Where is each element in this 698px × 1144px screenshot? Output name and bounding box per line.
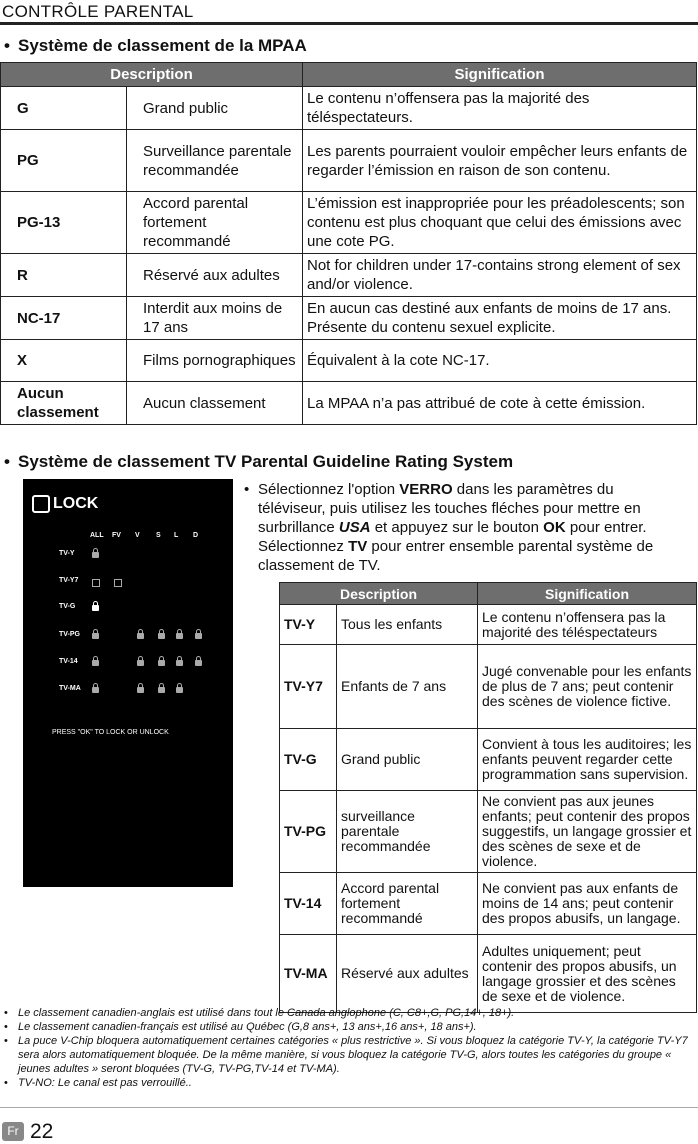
tv-rating-description: Tous les enfants	[337, 605, 478, 645]
lock-icon	[32, 495, 50, 513]
tv-rating-code: TV-14	[280, 873, 337, 935]
mpaa-heading: • Système de classement de la MPAA	[4, 36, 307, 55]
rating-description: Réservé aux adultes	[127, 254, 303, 297]
rating-code: PG	[1, 130, 127, 192]
mpaa-col-signification: Signification	[303, 63, 697, 87]
rating-code: X	[1, 340, 127, 382]
notes-list	[4, 1006, 694, 1090]
tv-row	[280, 791, 697, 873]
rating-code: PG-13	[1, 192, 127, 254]
rating-meaning: Le contenu n’offensera pas la majorité des téléspectateurs.	[303, 87, 697, 130]
mpaa-row	[1, 254, 697, 297]
rating-meaning: Équivalent à la cote NC-17.	[303, 340, 697, 382]
padlock-icon[interactable]	[176, 687, 183, 693]
rating-description: Films pornographiques	[127, 340, 303, 382]
mpaa-row	[1, 382, 697, 425]
padlock-icon[interactable]	[137, 633, 144, 639]
tv-rating-code: TV-G	[280, 729, 337, 791]
rating-meaning: En aucun cas destiné aux enfants de moins de 17 ans. Présente du contenu sexuel explicite.	[303, 297, 697, 340]
padlock-icon[interactable]	[176, 633, 183, 639]
tv-rating-code: TV-Y7	[280, 645, 337, 729]
unlock-box-icon[interactable]	[114, 579, 122, 587]
note-item: • TV-NO: Le canal est pas verrouillé..	[4, 1077, 192, 1089]
tv-rating-meaning: Le contenu n’offensera pas la majorité des téléspectateurs	[478, 605, 697, 645]
tv-col-signification: Signification	[478, 583, 697, 605]
lock-row-label: TV-G	[59, 603, 76, 610]
rating-code: Aucun classement	[1, 382, 127, 425]
mpaa-row	[1, 192, 697, 254]
padlock-icon[interactable]	[195, 633, 202, 639]
padlock-icon[interactable]	[158, 660, 165, 666]
lock-row-label: TV-MA	[59, 685, 81, 692]
padlock-icon[interactable]	[176, 660, 183, 666]
mpaa-row	[1, 130, 697, 192]
padlock-icon[interactable]	[137, 660, 144, 666]
tv-row	[280, 873, 697, 935]
tv-rating-description: Grand public	[337, 729, 478, 791]
padlock-icon[interactable]	[92, 660, 99, 666]
mpaa-row	[1, 297, 697, 340]
lock-column-header: S	[156, 532, 161, 539]
tv-rating-table	[279, 582, 697, 1013]
tv-col-description: Description	[280, 583, 478, 605]
lock-row-label: TV-14	[59, 658, 78, 665]
rating-description: Accord parental fortement recommandé	[127, 192, 303, 254]
tv-rating-code: TV-MA	[280, 935, 337, 1013]
lock-row-label: TV-Y7	[59, 577, 79, 584]
rating-description: Interdit aux moins de 17 ans	[127, 297, 303, 340]
mpaa-col-description: Description	[1, 63, 303, 87]
press-ok-hint: PRESS "OK" TO LOCK OR UNLOCK	[52, 729, 169, 736]
tv-rating-description: Enfants de 7 ans	[337, 645, 478, 729]
rating-meaning: L’émission est inappropriée pour les préadolescents; son contenu est plus choquant que celui des émissions avec une cote PG.	[303, 192, 697, 254]
instruction-paragraph: • Sélectionnez l'option VERRO dans les paramètres du téléviseur, puis utilisez les touches fléches pour mettre en surbrillance USA et appuyez sur le bouton OK pour entrer. Sélectionnez TV pour entrer ensemble parental système de classement de TV.	[244, 481, 654, 574]
lock-row-label: TV-PG	[59, 631, 81, 638]
note-item: • Le classement canadien-français est utilisé au Québec (G,8 ans+, 13 ans+,16 ans+, 18 ans+).	[4, 1021, 477, 1033]
page-title: CONTRÔLE PARENTAL	[2, 2, 194, 21]
rating-description: Aucun classement	[127, 382, 303, 425]
rating-description: Grand public	[127, 87, 303, 130]
mpaa-row	[1, 87, 697, 130]
tv-row	[280, 605, 697, 645]
lock-column-header: FV	[112, 532, 121, 539]
rating-code: R	[1, 254, 127, 297]
rating-meaning: La MPAA n’a pas attribué de cote à cette émission.	[303, 382, 697, 425]
rating-code: NC-17	[1, 297, 127, 340]
padlock-icon[interactable]	[92, 605, 99, 611]
tv-rating-meaning: Adultes uniquement; peut contenir des propos abusifs, un langage grossier et des scènes de sexe et de violence.	[478, 935, 697, 1013]
padlock-icon[interactable]	[92, 633, 99, 639]
tv-rating-description: surveillance parentale recommandée	[337, 791, 478, 873]
tv-rating-description: Réservé aux adultes	[337, 935, 478, 1013]
lock-column-header: V	[135, 532, 140, 539]
padlock-icon[interactable]	[158, 687, 165, 693]
footer-divider	[0, 1107, 698, 1108]
rating-meaning: Les parents pourraient vouloir empêcher leurs enfants de regarder l’émission en raison de son contenu.	[303, 130, 697, 192]
padlock-icon[interactable]	[137, 687, 144, 693]
tv-heading: • Système de classement TV Parental Guideline Rating System	[4, 452, 514, 471]
lock-title: LOCK	[53, 495, 99, 512]
tv-row	[280, 729, 697, 791]
lock-column-header: ALL	[90, 532, 104, 539]
note-item: • La puce V-Chip bloquera automatiquement certaines catégories « plus restrictive ». Si vous bloquez la catégorie TV-Y, la catégorie TV-Y7 sera alors automatiquement bloquée. De la même manière, si vous bloquez la catégorie TV-G, alors toutes les catégories du groupe « jeunes adultes » seront bloquées (TV-G, TV-PG,TV-14 et TV-MA).	[4, 1035, 688, 1075]
padlock-icon[interactable]	[158, 633, 165, 639]
padlock-icon[interactable]	[92, 552, 99, 558]
mpaa-table	[0, 62, 697, 425]
padlock-icon[interactable]	[92, 687, 99, 693]
tv-rating-meaning: Jugé convenable pour les enfants de plus de 7 ans; peut contenir des scènes de violence fictive.	[478, 645, 697, 729]
rating-description: Surveillance parentale recommandée	[127, 130, 303, 192]
unlock-box-icon[interactable]	[92, 579, 100, 587]
tv-row	[280, 645, 697, 729]
tv-rating-description: Accord parental fortement recommandé	[337, 873, 478, 935]
tv-rating-meaning: Convient à tous les auditoires; les enfants peuvent regarder cette programmation sans supervision.	[478, 729, 697, 791]
rating-code: G	[1, 87, 127, 130]
page-header	[0, 0, 698, 25]
note-item: • Le classement canadien-anglais est utilisé dans tout le Canada anglophone (C, C8+,G, PG,14+, 18+).	[4, 1007, 515, 1019]
tv-rating-code: TV-PG	[280, 791, 337, 873]
rating-meaning: Not for children under 17-contains strong element of sex and/or violence.	[303, 254, 697, 297]
padlock-icon[interactable]	[195, 660, 202, 666]
lock-menu-screenshot	[23, 479, 233, 887]
tv-rating-code: TV-Y	[280, 605, 337, 645]
lock-column-header: D	[193, 532, 199, 539]
tv-rating-meaning: Ne convient pas aux jeunes enfants; peut contenir des propos suggestifs, un langage grossier et des scènes de sexe et de violence.	[478, 791, 697, 873]
lock-row-label: TV-Y	[59, 550, 75, 557]
mpaa-row	[1, 340, 697, 382]
page-number: 22	[30, 1120, 54, 1143]
tv-row	[280, 935, 697, 1013]
tv-rating-meaning: Ne convient pas aux enfants de moins de 14 ans; peut contenir des propos abusifs, un langage.	[478, 873, 697, 935]
lock-column-header: L	[174, 532, 179, 539]
language-badge: Fr	[2, 1122, 24, 1141]
